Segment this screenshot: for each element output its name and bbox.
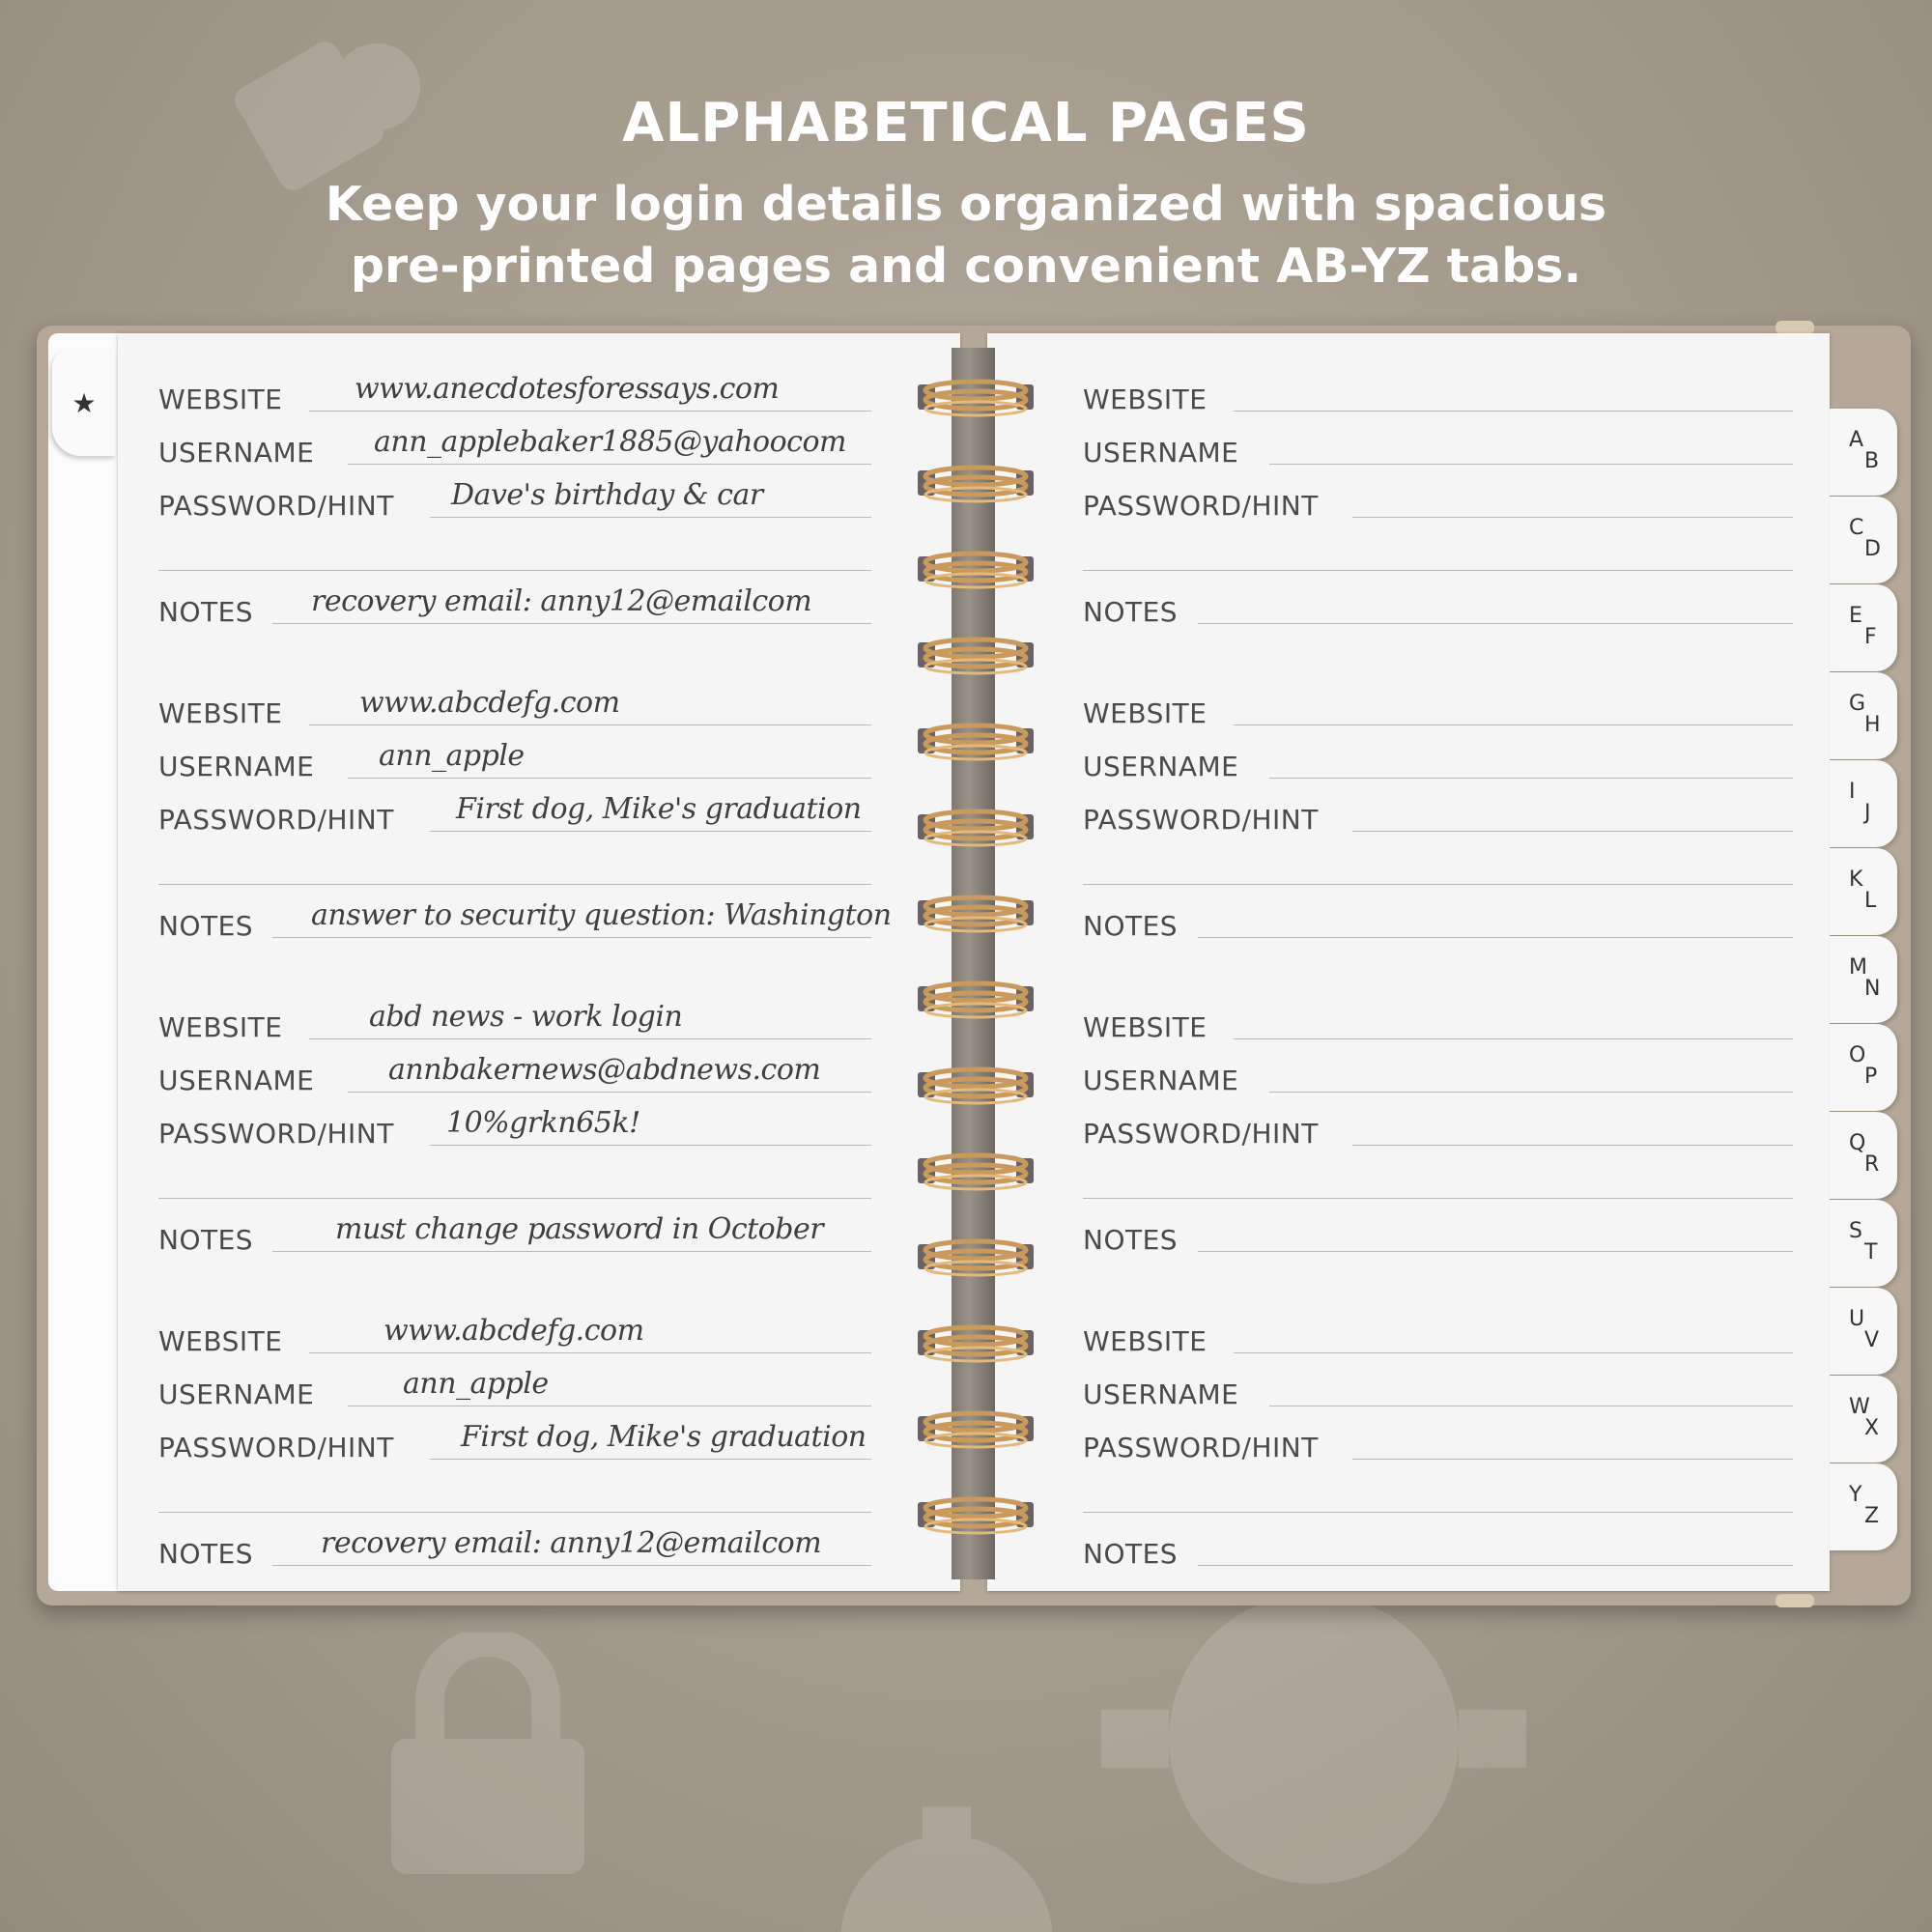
password-row xyxy=(118,478,960,522)
blank-row xyxy=(987,536,1830,575)
username-row xyxy=(118,739,960,782)
username-line[interactable] xyxy=(348,1092,871,1093)
website-line[interactable] xyxy=(1234,724,1793,725)
blank-line[interactable] xyxy=(158,1198,871,1199)
blank-row xyxy=(118,1164,960,1203)
website-label: WEBSITE xyxy=(158,384,283,415)
subtitle-line-2: pre-printed pages and convenient AB-YZ tabs. xyxy=(350,239,1582,294)
username-label: USERNAME xyxy=(158,751,315,782)
website-label: WEBSITE xyxy=(1083,384,1208,415)
username-row xyxy=(118,425,960,469)
tab-ef[interactable] xyxy=(1830,584,1897,671)
website-value[interactable]: www.abcdefg.com xyxy=(384,1314,644,1348)
tab-letter: A xyxy=(1849,428,1864,452)
left-page xyxy=(118,333,960,1591)
binding-ring xyxy=(918,549,1034,591)
website-line[interactable] xyxy=(309,1352,871,1353)
password-value[interactable]: First dog, Mike's graduation xyxy=(461,1420,867,1454)
binding-ring xyxy=(918,807,1034,849)
tab-qr[interactable] xyxy=(1830,1112,1897,1199)
blank-row xyxy=(118,536,960,575)
tab-st[interactable] xyxy=(1830,1200,1897,1287)
username-row xyxy=(987,744,1830,782)
website-line[interactable] xyxy=(1234,1352,1793,1353)
binding-ring xyxy=(918,1236,1034,1279)
notes-label: NOTES xyxy=(158,910,254,942)
tab-letter: N xyxy=(1864,977,1881,1001)
username-label: USERNAME xyxy=(158,1065,315,1096)
notes-line[interactable] xyxy=(1198,1565,1793,1566)
username-line[interactable] xyxy=(348,778,871,779)
password-label: PASSWORD/HINT xyxy=(158,1432,394,1463)
notes-row xyxy=(118,898,960,942)
page-subtitle xyxy=(0,174,1932,298)
elastic-band-top xyxy=(1776,321,1814,334)
tab-cd[interactable] xyxy=(1830,497,1897,583)
website-row xyxy=(118,1314,960,1357)
username-line[interactable] xyxy=(1269,778,1793,779)
username-row xyxy=(987,1372,1830,1410)
website-row xyxy=(987,377,1830,415)
password-label: PASSWORD/HINT xyxy=(1083,490,1319,522)
blank-row xyxy=(987,1478,1830,1517)
notes-label: NOTES xyxy=(158,596,254,628)
tab-ij[interactable] xyxy=(1830,760,1897,847)
password-row xyxy=(118,1106,960,1150)
notes-label: NOTES xyxy=(1083,1538,1179,1570)
website-line[interactable] xyxy=(309,411,871,412)
tab-letter: H xyxy=(1864,713,1881,737)
website-label: WEBSITE xyxy=(1083,697,1208,729)
blank-line[interactable] xyxy=(158,1512,871,1513)
subtitle-line-1: Keep your login details organized with spacious xyxy=(325,177,1607,232)
website-line[interactable] xyxy=(309,1038,871,1039)
gear-background-icon-2 xyxy=(802,1797,1092,1932)
password-row xyxy=(987,483,1830,522)
notes-line[interactable] xyxy=(272,1251,871,1252)
tab-letter: G xyxy=(1849,692,1866,716)
tab-letter: T xyxy=(1864,1240,1878,1264)
underlying-page xyxy=(48,333,126,1591)
page-title: ALPHABETICAL PAGES xyxy=(622,92,1310,155)
username-label: USERNAME xyxy=(1083,751,1239,782)
notes-row xyxy=(987,1217,1830,1256)
website-line[interactable] xyxy=(1234,411,1793,412)
notes-label: NOTES xyxy=(1083,596,1179,628)
notes-value[interactable]: answer to security question: Washington xyxy=(311,898,892,932)
website-row xyxy=(987,1319,1830,1357)
username-label: USERNAME xyxy=(1083,1065,1239,1096)
password-line[interactable] xyxy=(430,831,871,832)
username-line[interactable] xyxy=(1269,1092,1793,1093)
website-value[interactable]: www.anecdotesforessays.com xyxy=(355,372,780,406)
website-label: WEBSITE xyxy=(158,1325,283,1357)
star-icon: ★ xyxy=(71,387,97,418)
notes-row xyxy=(118,1212,960,1256)
tab-mn[interactable] xyxy=(1830,936,1897,1023)
username-label: USERNAME xyxy=(158,1378,315,1410)
username-row xyxy=(987,430,1830,469)
tab-letter: J xyxy=(1864,801,1871,825)
blank-line[interactable] xyxy=(1083,884,1793,885)
tab-uv[interactable] xyxy=(1830,1288,1897,1375)
notes-row xyxy=(118,1526,960,1570)
notes-value[interactable]: recovery email: anny12@emailcom xyxy=(321,1526,822,1560)
website-line[interactable] xyxy=(309,724,871,725)
tab-letter: P xyxy=(1864,1065,1878,1089)
tab-wx[interactable] xyxy=(1830,1376,1897,1463)
website-label: WEBSITE xyxy=(158,1011,283,1043)
tab-letter: K xyxy=(1849,867,1863,892)
username-value[interactable]: annbakernews@abdnews.com xyxy=(388,1053,821,1087)
tab-gh[interactable] xyxy=(1830,672,1897,759)
notes-label: NOTES xyxy=(158,1224,254,1256)
username-value[interactable]: ann_apple xyxy=(403,1367,549,1401)
username-line[interactable] xyxy=(348,464,871,465)
password-row xyxy=(987,797,1830,836)
notes-line[interactable] xyxy=(272,937,871,938)
notes-line[interactable] xyxy=(272,623,871,624)
tab-letter: D xyxy=(1864,537,1881,561)
password-line[interactable] xyxy=(1352,1145,1793,1146)
website-value[interactable]: abd news - work login xyxy=(369,1000,683,1034)
tab-op[interactable] xyxy=(1830,1024,1897,1111)
website-row xyxy=(118,372,960,415)
binding-ring xyxy=(918,1408,1034,1451)
notes-value[interactable]: recovery email: anny12@emailcom xyxy=(311,584,812,618)
tab-letter: W xyxy=(1849,1395,1870,1419)
password-line[interactable] xyxy=(1352,831,1793,832)
tab-letter: R xyxy=(1864,1152,1880,1177)
username-label: USERNAME xyxy=(1083,1378,1239,1410)
tab-letter: B xyxy=(1864,449,1880,473)
password-row xyxy=(118,1420,960,1463)
binding-ring xyxy=(918,1151,1034,1193)
password-row xyxy=(987,1425,1830,1463)
password-line[interactable] xyxy=(430,1145,871,1146)
tab-letter: U xyxy=(1849,1307,1865,1331)
binding-ring xyxy=(918,979,1034,1021)
password-row xyxy=(118,792,960,836)
password-line[interactable] xyxy=(1352,1459,1793,1460)
website-row xyxy=(118,1000,960,1043)
binding-ring xyxy=(918,1494,1034,1537)
tab-letter: F xyxy=(1864,625,1877,649)
website-value[interactable]: www.abcdefg.com xyxy=(359,686,620,720)
username-value[interactable]: ann_apple xyxy=(379,739,525,773)
password-value[interactable]: Dave's birthday & car xyxy=(451,478,763,512)
website-label: WEBSITE xyxy=(1083,1011,1208,1043)
password-line[interactable] xyxy=(1352,517,1793,518)
password-line[interactable] xyxy=(430,517,871,518)
notes-label: NOTES xyxy=(158,1538,254,1570)
tab-ab[interactable] xyxy=(1830,409,1897,496)
binding-ring xyxy=(918,1322,1034,1365)
password-label: PASSWORD/HINT xyxy=(1083,1118,1319,1150)
password-line[interactable] xyxy=(430,1459,871,1460)
blank-line[interactable] xyxy=(158,570,871,571)
notes-value[interactable]: must change password in October xyxy=(335,1212,824,1246)
elastic-band-bottom xyxy=(1776,1594,1814,1607)
website-line[interactable] xyxy=(1234,1038,1793,1039)
username-row xyxy=(118,1053,960,1096)
blank-row xyxy=(118,850,960,889)
password-value[interactable]: First dog, Mike's graduation xyxy=(456,792,862,826)
binding-ring xyxy=(918,721,1034,763)
binding-ring xyxy=(918,1065,1034,1107)
password-label: PASSWORD/HINT xyxy=(158,804,394,836)
tab-letter: X xyxy=(1864,1416,1880,1440)
username-row xyxy=(987,1058,1830,1096)
blank-line[interactable] xyxy=(158,884,871,885)
tab-letter: E xyxy=(1849,604,1862,628)
password-label: PASSWORD/HINT xyxy=(158,1118,394,1150)
notes-row xyxy=(987,589,1830,628)
notes-line[interactable] xyxy=(1198,1251,1793,1252)
binding-ring xyxy=(918,635,1034,677)
password-value[interactable]: 10%grkn65k! xyxy=(446,1106,640,1140)
blank-row xyxy=(987,1164,1830,1203)
username-row xyxy=(118,1367,960,1410)
blank-row xyxy=(118,1478,960,1517)
password-label: PASSWORD/HINT xyxy=(158,490,394,522)
notes-line[interactable] xyxy=(1198,623,1793,624)
tab-letter: Y xyxy=(1849,1483,1862,1507)
website-row xyxy=(987,1005,1830,1043)
website-row xyxy=(118,686,960,729)
password-row xyxy=(987,1111,1830,1150)
padlock-background-icon xyxy=(372,1633,604,1884)
tab-yz[interactable] xyxy=(1830,1463,1897,1550)
tab-letter: O xyxy=(1849,1043,1866,1067)
password-label: PASSWORD/HINT xyxy=(1083,1432,1319,1463)
tab-letter: S xyxy=(1849,1219,1862,1243)
right-page xyxy=(987,333,1830,1591)
username-value[interactable]: ann_applebaker1885@yahoocom xyxy=(374,425,846,459)
tab-kl[interactable] xyxy=(1830,848,1897,935)
notes-row xyxy=(987,1531,1830,1570)
binding-ring xyxy=(918,463,1034,505)
blank-line[interactable] xyxy=(1083,1198,1793,1199)
notes-line[interactable] xyxy=(1198,937,1793,938)
tab-letter: L xyxy=(1864,889,1877,913)
notes-row xyxy=(987,903,1830,942)
star-tab[interactable] xyxy=(52,350,116,456)
website-label: WEBSITE xyxy=(158,697,283,729)
tab-letter: Q xyxy=(1849,1131,1866,1155)
tab-letter: I xyxy=(1849,780,1856,804)
website-label: WEBSITE xyxy=(1083,1325,1208,1357)
tab-letter: V xyxy=(1864,1328,1880,1352)
tab-letter: C xyxy=(1849,516,1864,540)
blank-row xyxy=(987,850,1830,889)
binding-spine xyxy=(952,348,995,1579)
tab-letter: M xyxy=(1849,955,1867,980)
tab-letter: Z xyxy=(1864,1504,1880,1528)
binding-ring xyxy=(918,893,1034,935)
username-line[interactable] xyxy=(1269,464,1793,465)
username-label: USERNAME xyxy=(1083,437,1239,469)
password-label: PASSWORD/HINT xyxy=(1083,804,1319,836)
blank-line[interactable] xyxy=(1083,570,1793,571)
alphabet-tabs xyxy=(1830,333,1899,1591)
binding-ring xyxy=(918,377,1034,419)
notes-row xyxy=(118,584,960,628)
blank-line[interactable] xyxy=(1083,1512,1793,1513)
notes-label: NOTES xyxy=(1083,1224,1179,1256)
notes-label: NOTES xyxy=(1083,910,1179,942)
notes-line[interactable] xyxy=(272,1565,871,1566)
website-row xyxy=(987,691,1830,729)
username-label: USERNAME xyxy=(158,437,315,469)
